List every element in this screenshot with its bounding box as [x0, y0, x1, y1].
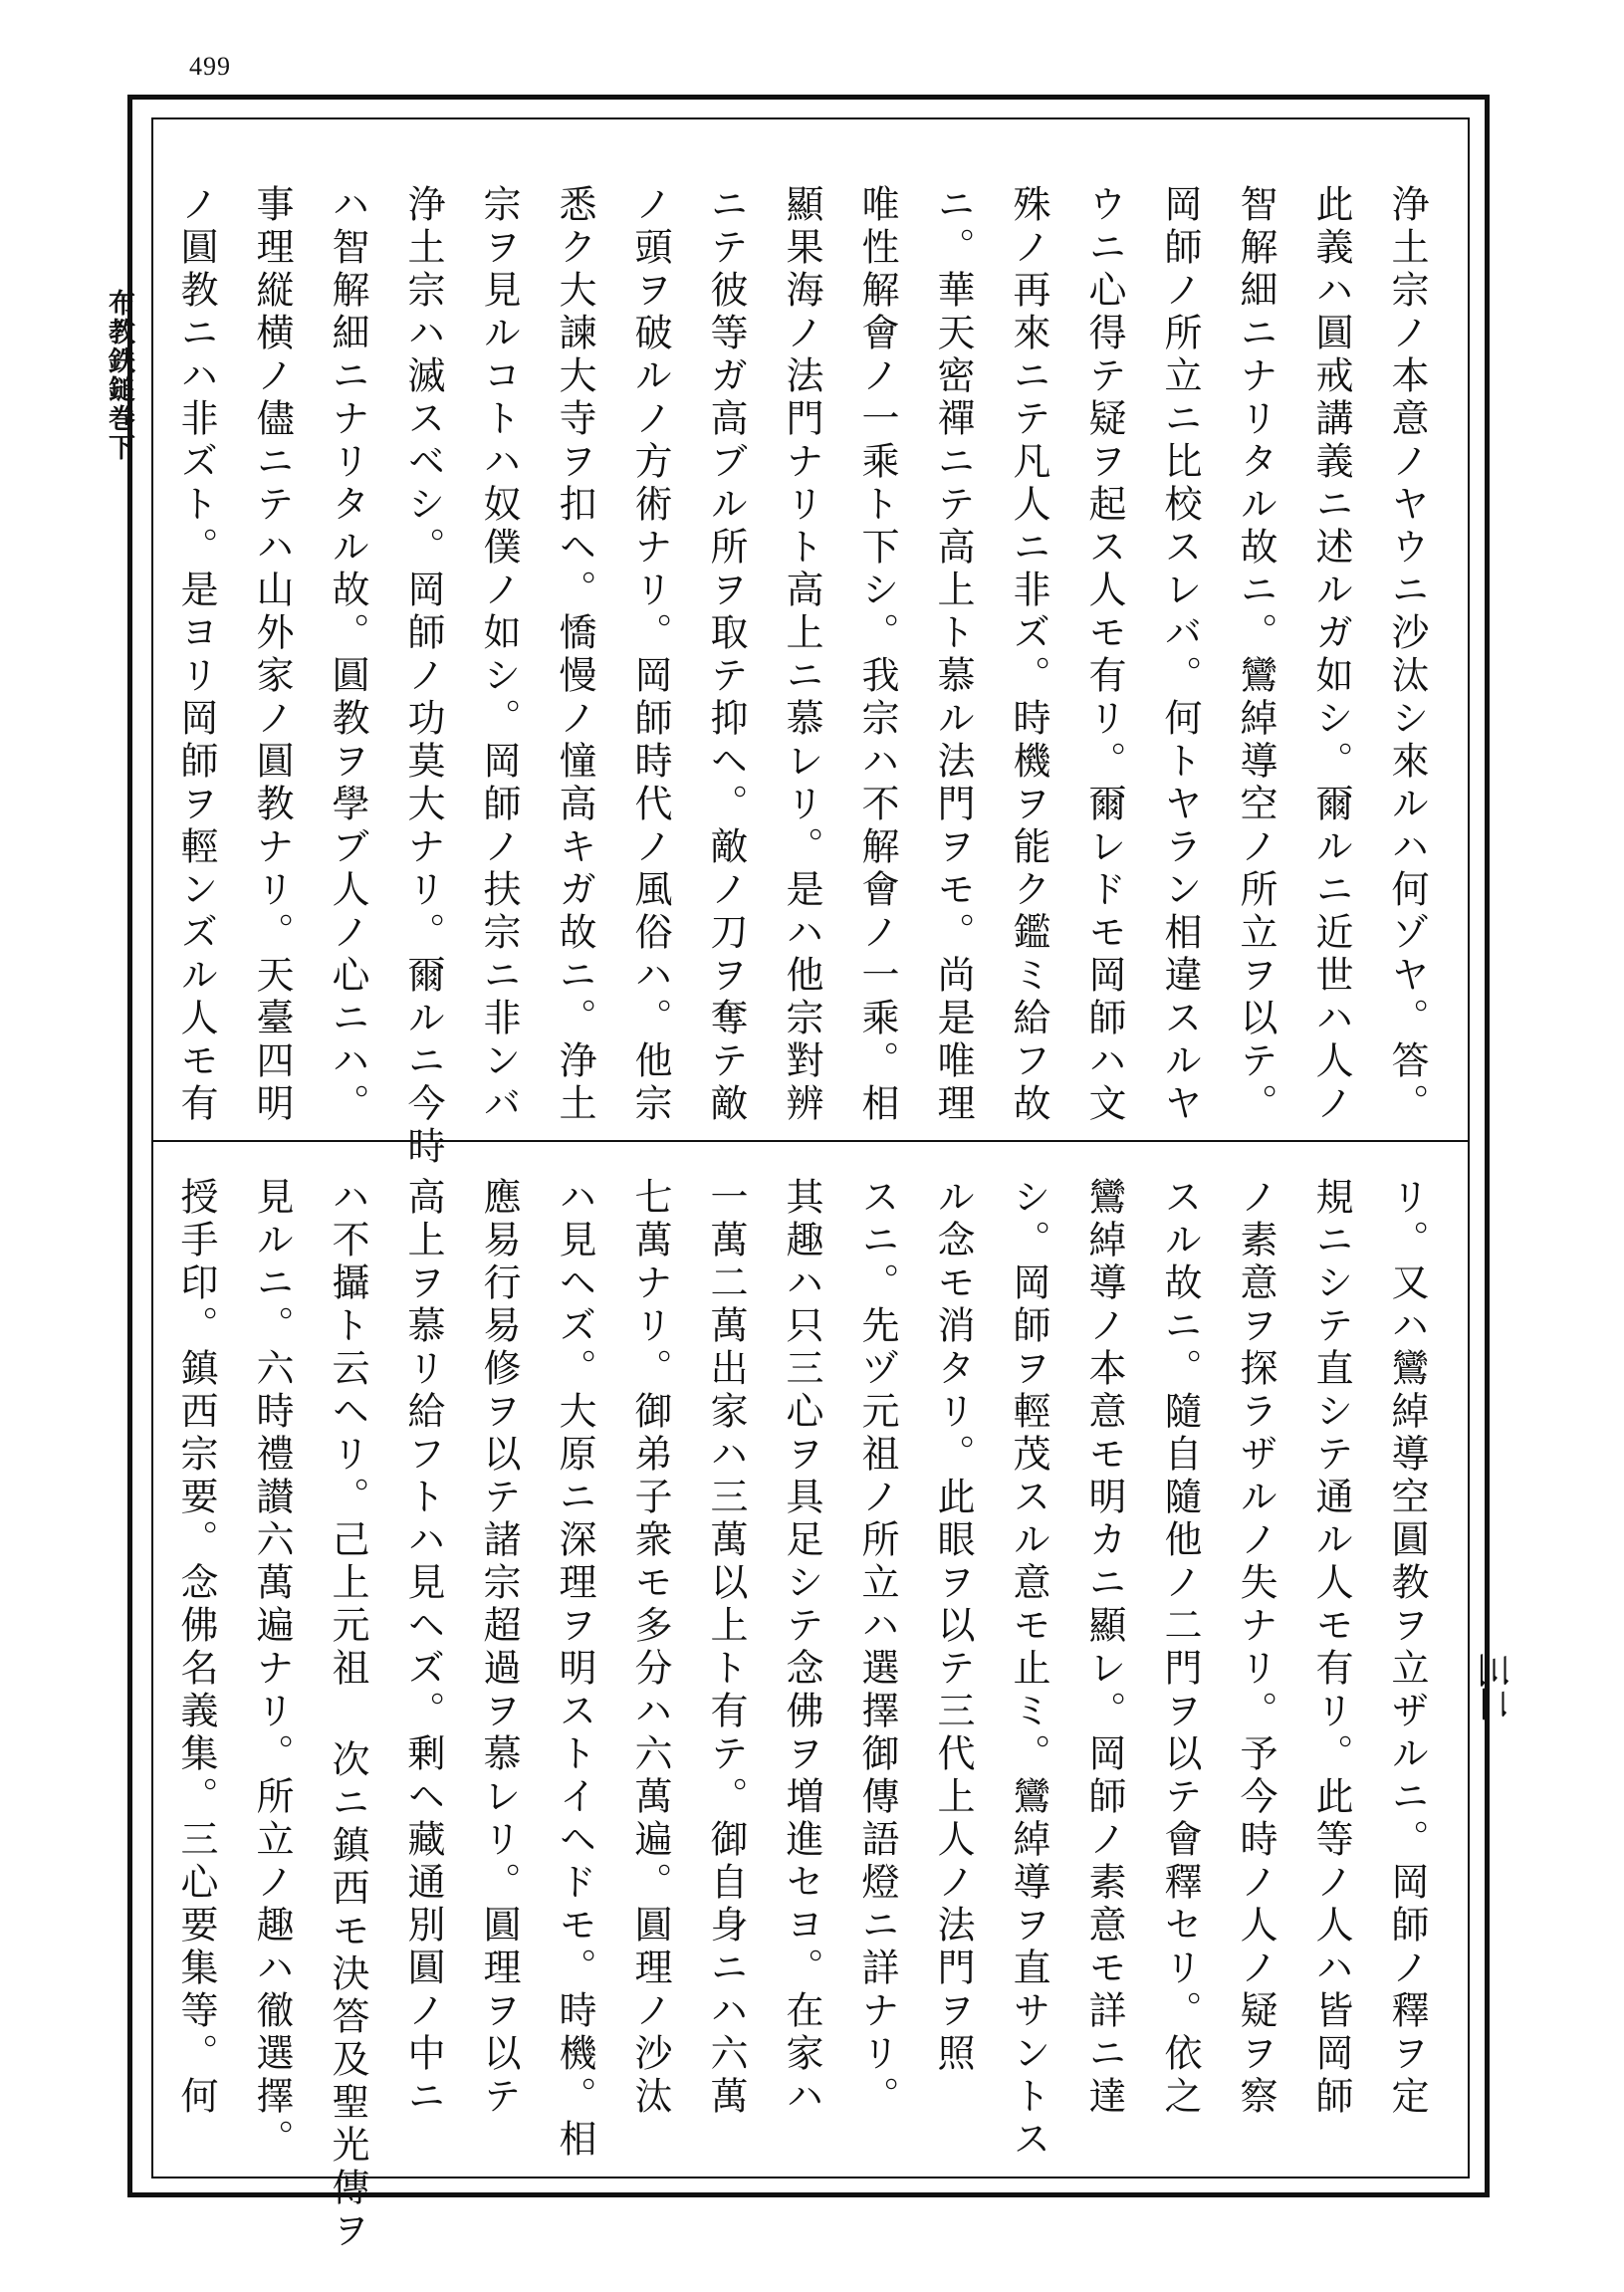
- text-column: 規ニシテ直シテ通ル人モ有リ。此等ノ人ハ皆岡師: [1309, 1177, 1353, 2119]
- text-column: 鸞綽導ノ本意モ明カニ顯レ。岡師ノ素意モ詳ニ達: [1082, 1177, 1126, 2119]
- text-column: ハ智解細ニナリタル故。圓教ヲ學ブ人ノ心ニハ。: [326, 184, 369, 1126]
- text-column: リ。又ハ鸞綽導空圓教ヲ立ザルニ。岡師ノ釋ヲ定: [1385, 1177, 1429, 2119]
- text-column: 高上ヲ慕リ給フトハ見ヘズ。剰ヘ藏通別圓ノ中ニ: [401, 1177, 445, 2119]
- text-column: 其趣ハ只三心ヲ具足シテ念佛ヲ増進セヨ。在家ハ: [780, 1177, 823, 2119]
- text-column: 岡師ノ所立ニ比校スレバ。何トヤラン相違スルヤ: [1158, 184, 1202, 1126]
- text-column: 應易行易修ヲ以テ諸宗超過ヲ慕レリ。圓理ヲ以テ: [477, 1177, 521, 2119]
- text-column: ニテ彼等ガ高ブル所ヲ取テ抑ヘ。敵ノ刀ヲ奪テ敵: [704, 184, 748, 1126]
- text-column: 一萬二萬出家ハ三萬以上ト有テ。御自身ニハ六萬: [704, 1177, 748, 2119]
- text-column: 智解細ニナリタル故ニ。鸞綽導空ノ所立ヲ以テ。: [1234, 184, 1277, 1126]
- page-number: 499: [189, 52, 231, 81]
- text-column: 七萬ナリ。御弟子衆モ多分ハ六萬遍。圓理ノ沙汰: [628, 1177, 672, 2119]
- text-column: スル故ニ。隨自隨他ノ二門ヲ以テ會釋セリ。依之: [1158, 1177, 1202, 2119]
- running-title: 布教鉄鎚巻下: [104, 289, 134, 462]
- text-column: ノ素意ヲ探ラザルノ失ナリ。予今時ノ人ノ疑ヲ察: [1234, 1177, 1277, 2119]
- text-column: 殊ノ再來ニテ凡人ニ非ズ。時機ヲ能ク鑑ミ給フ故: [1007, 184, 1050, 1126]
- text-column: ノ圓教ニハ非ズト。是ヨリ岡師ヲ輕ンズル人モ有: [174, 184, 218, 1126]
- text-column: 事理縦横ノ儘ニテハ山外家ノ圓教ナリ。天臺四明: [250, 184, 294, 1126]
- text-column: シ。岡師ヲ輕茂スル意モ止ミ。鸞綽導ヲ直サントス: [1007, 1177, 1050, 2162]
- text-column: スニ。先ヅ元祖ノ所立ハ選擇御傳語燈ニ詳ナリ。: [855, 1177, 899, 2119]
- text-column: 顯果海ノ法門ナリト高上ニ慕レリ。是ハ他宗對辨: [780, 184, 823, 1126]
- text-column: 宗ヲ見ルコトハ奴僕ノ如シ。岡師ノ扶宗ニ非ンバ: [477, 184, 521, 1126]
- text-column: 此義ハ圓戒講義ニ述ルガ如シ。爾ルニ近世ハ人ノ: [1309, 184, 1353, 1126]
- text-column: 悉ク大諫大寺ヲ扣ヘ。憍慢ノ憧高キガ故ニ。浄土: [553, 184, 596, 1126]
- text-column: ニ。華天密禪ニテ高上ト慕ル法門ヲモ。尚是唯理: [931, 184, 975, 1126]
- text-column: ル念モ消タリ。此眼ヲ以テ三代上人ノ法門ヲ照: [931, 1177, 975, 2076]
- text-column: 唯性解會ノ一乘ト下シ。我宗ハ不解會ノ一乘。相: [855, 184, 899, 1126]
- text-column: 授手印。鎮西宗要。念佛名義集。三心要集等。何: [174, 1177, 218, 2119]
- text-column: 浄土宗ハ滅スベシ。岡師ノ功莫大ナリ。爾ルニ今時: [401, 184, 445, 1169]
- side-page-number: 三二: [1472, 1653, 1512, 1721]
- text-column: ノ頭ヲ破ルノ方術ナリ。岡師時代ノ風俗ハ。他宗: [628, 184, 672, 1126]
- register-divider: [151, 1140, 1470, 1142]
- text-column: 浄土宗ノ本意ノヤウニ沙汰シ來ルハ何ゾヤ。答。: [1385, 184, 1429, 1126]
- text-column: 見ルニ。六時禮讃六萬遍ナリ。所立ノ趣ハ徹選擇。: [250, 1177, 294, 2162]
- text-column: ハ不攝ト云ヘリ。己上元祖 次ニ鎮西モ決答及聖光傳ヲ: [326, 1177, 369, 2253]
- text-column: ウニ心得テ疑ヲ起ス人モ有リ。爾レドモ岡師ハ文: [1082, 184, 1126, 1126]
- text-column: ハ見ヘズ。大原ニ深理ヲ明ストイヘドモ。時機。相: [553, 1177, 596, 2162]
